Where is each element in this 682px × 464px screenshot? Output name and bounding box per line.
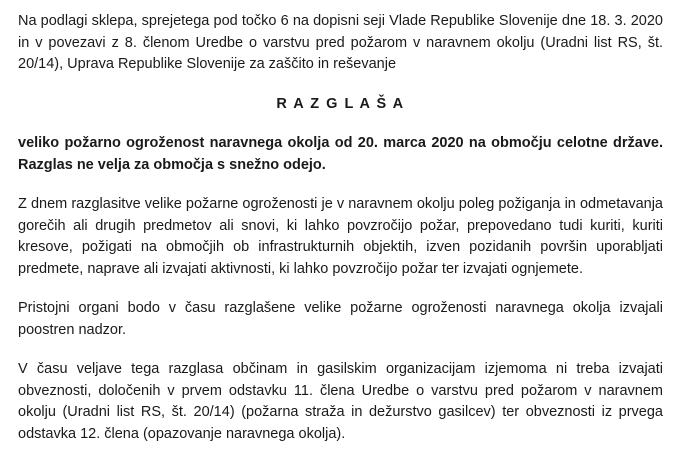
paragraph-legal-basis: Na podlagi sklepa, sprejetega pod točko 6 na dopisni seji Vlade Republike Slovenije dne 18. 3. 2020 in v povezavi z 8. členom Uredbe o varstvu pred požarom v naravnem okolju (Uradni list RS, št. 20/14), Uprava Republike Slovenije za zaščito in reševanje: [18, 13, 663, 72]
paragraph-supervision: Pristojni organi bodo v času razglašene velike požarne ogroženosti naravnega okolja izvajali poostren nadzor.: [18, 300, 663, 338]
proclamation-heading: R A Z G L A Š A: [276, 95, 405, 112]
paragraph-declaration: veliko požarno ogroženost naravnega okolja od 20. marca 2020 na območju celotne države. Razglas ne velja za območja s snežno odejo.: [18, 135, 663, 173]
paragraph-prohibitions: Z dnem razglasitve velike požarne ogroženosti je v naravnem okolju poleg požiganja in odmetavanja gorečih ali drugih predmetov ali snovi, ki lahko povzročijo požar, prepovedano tudi kuriti, kuriti kresove, požigati na območjih ob infrastrukturnih objektih, izven pozidanih površin uporabljati predmete, naprave ali izvajati aktivnosti, ki lahko povzročijo požar ter izvajati ognjemete.: [18, 196, 663, 277]
paragraph-exemptions: V času veljave tega razglasa občinam in gasilskim organizacijam izjemoma ni treba izvajati obveznosti, določenih v prvem odstavku 11. člena Uredbe o varstvu pred požarom v naravnem okolju (Uradni list RS, št. 20/14) (požarna straža in dežurstvo gasilcev) ter obveznosti iz prvega odstavka 12. člena (opazovanje naravnega okolja).: [18, 361, 663, 442]
